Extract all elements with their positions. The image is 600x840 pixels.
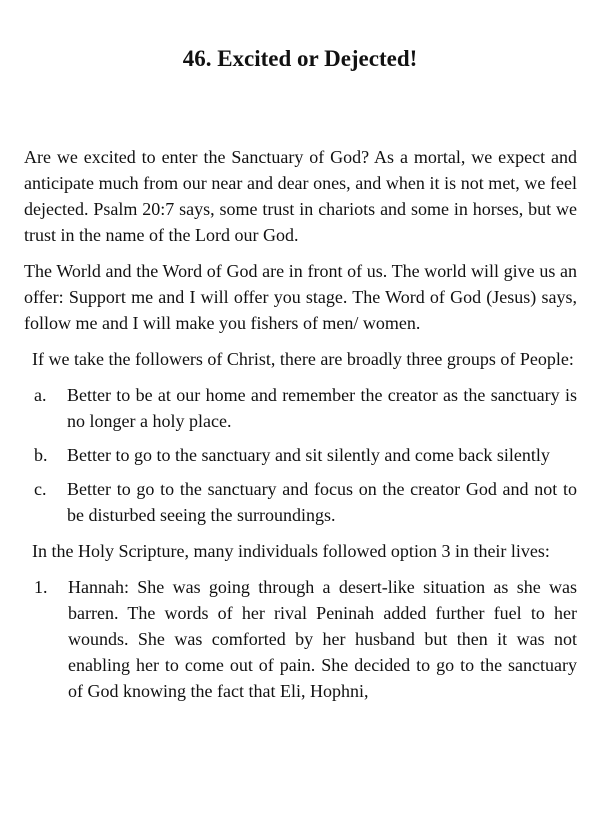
paragraph-three-groups-intro: If we take the followers of Christ, there are broadly three groups of People: [32,349,574,369]
list-item-text: Better to go to the sanctuary and sit silently and come back silently [67,445,550,465]
page-body [24,144,577,714]
page-title: 46. Excited or Dejected! [182,46,418,71]
list-item [24,382,577,434]
list-item-marker: c. [34,479,47,499]
list-item-marker: a. [34,385,47,405]
list-item-text: Better to be at our home and remember the creator as the sanctuary is no longer a holy place. [67,385,577,431]
list-item-marker: b. [34,445,48,465]
list-item-text: Hannah: She was going through a desert-like situation as she was barren. The words of her rival Peninah added further fuel to her wounds. She was comforted by her husband but then it was not enabling her to come out of pain. She decided to go to the sanctuary of God knowing the fact that Eli, Hophni, [68,577,577,701]
list-item-marker: 1. [34,577,48,597]
examples-list [24,574,577,704]
list-item [24,442,577,468]
list-item [24,574,577,704]
list-item-text: Better to go to the sanctuary and focus on the creator God and not to be disturbed seeing the surroundings. [67,479,577,525]
paragraph-holy-scripture: In the Holy Scripture, many individuals followed option 3 in their lives: [32,541,550,561]
paragraph-world-and-word: The World and the Word of God are in front of us. The world will give us an offer: Support me and I will offer you stage. The Word of God (Jesus) says, follow me and I will make you fishers of men/ women. [24,261,577,333]
list-item [24,476,577,528]
groups-list [24,382,577,528]
paragraph-excited-sanctuary: Are we excited to enter the Sanctuary of God? As a mortal, we expect and anticipate much from our near and dear ones, and when it is not met, we feel dejected. Psalm 20:7 says, some trust in chariots and some in horses, but we trust in the name of the Lord our God. [24,147,577,245]
